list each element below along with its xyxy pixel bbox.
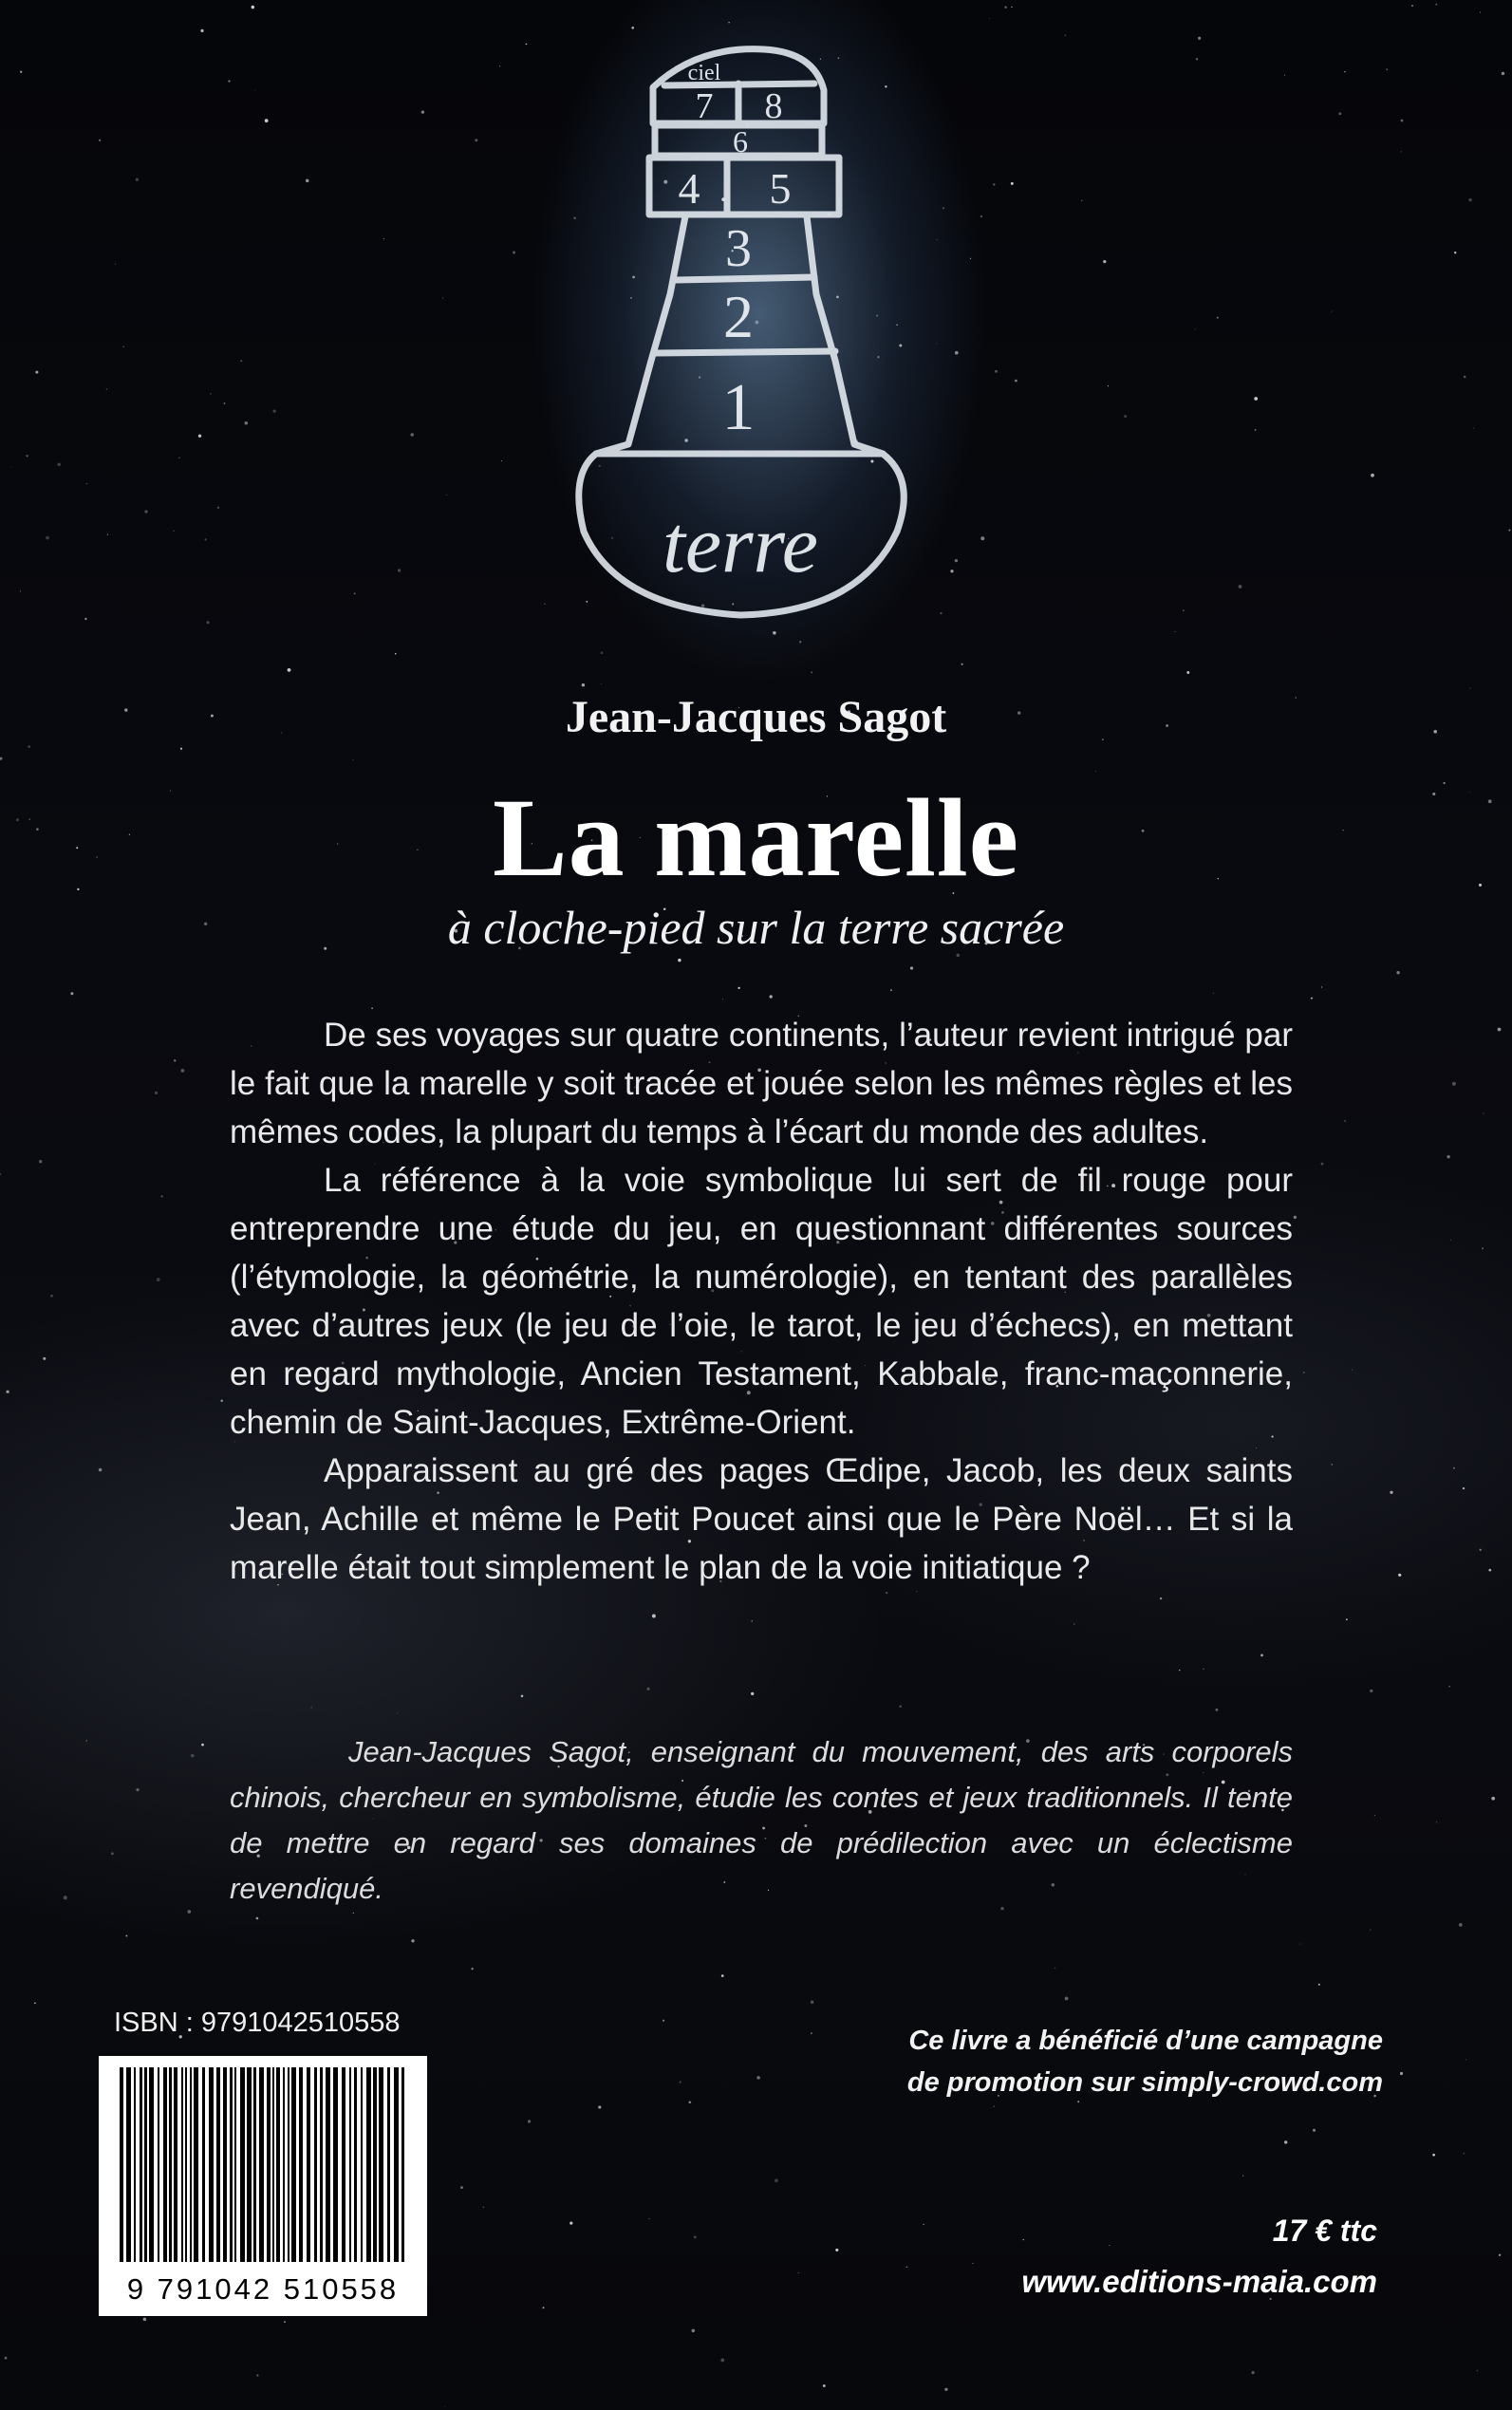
star — [1374, 1815, 1375, 1816]
star — [688, 2101, 691, 2103]
star — [70, 992, 73, 995]
star — [34, 2003, 36, 2005]
barcode-bar — [253, 2067, 256, 2262]
barcode-bar — [361, 2067, 363, 2262]
star — [1299, 1944, 1300, 1945]
star — [371, 1007, 373, 1009]
barcode-bar — [169, 2067, 172, 2262]
promo-note — [907, 2020, 1383, 2103]
star — [1370, 1690, 1372, 1692]
barcode-bar — [163, 2067, 167, 2262]
star — [125, 1935, 127, 1937]
barcode-bar — [291, 2067, 296, 2262]
barcode-bar — [230, 2067, 233, 2262]
star — [663, 2020, 664, 2022]
barcode-digits: 9 791042 510558 — [126, 2272, 400, 2306]
star — [155, 1092, 158, 1094]
star — [720, 2359, 724, 2363]
star — [569, 2221, 572, 2224]
star — [737, 987, 739, 989]
star — [1352, 1370, 1353, 1371]
star — [1215, 1709, 1218, 1711]
star — [1483, 1112, 1484, 1113]
barcode-bar — [342, 2067, 345, 2262]
star — [6, 1391, 9, 1393]
star — [1294, 1216, 1297, 1219]
star — [1318, 1984, 1320, 1986]
star — [543, 2307, 545, 2308]
barcode — [99, 2056, 427, 2316]
star — [972, 2263, 973, 2264]
hop-divider — [655, 351, 835, 353]
star — [445, 2406, 446, 2407]
barcode-bar — [194, 2067, 198, 2262]
star — [411, 1939, 414, 1942]
star — [1109, 2245, 1110, 2246]
star — [1463, 2153, 1465, 2155]
author-bio-text: Jean-Jacques Sagot, enseignant du mouvement, des arts corporels chinois, chercheur en symbolisme, étudie les contes et jeux traditionnels. Il tente de mettre en regard ses domaines de prédilection avec un éclectisme revendiqué. — [230, 1735, 1293, 1905]
barcode-bar — [326, 2067, 330, 2262]
star — [0, 1173, 1, 1175]
star — [161, 1195, 163, 1197]
star — [1344, 1120, 1346, 1122]
star — [721, 1974, 724, 1977]
description-paragraph: La référence à la voie symbolique lui sert de fil rouge pour entreprendre une étude du jeu, en questionnant différentes sources (l’étymologie, la géométrie, la numérologie), en tentant des parallèles avec d’autres jeux (le jeu de l’oie, le tarot, le jeu d’échecs), en mettant en regard mythologie, Ancien Testament, Kabbale, franc-maçonnerie, chemin de Saint-Jacques, Extrême-Orient. — [230, 1162, 1293, 1441]
barcode-bar — [185, 2067, 187, 2262]
barcode-bar — [333, 2067, 338, 2262]
star — [50, 1295, 53, 1298]
hop-label-ciel: ciel — [687, 61, 721, 85]
barcode-bar — [120, 2067, 123, 2262]
star — [890, 989, 892, 991]
star — [899, 1705, 902, 1708]
barcode-bar — [140, 2067, 142, 2262]
star — [1346, 1618, 1348, 1620]
star — [601, 683, 602, 684]
star — [691, 2329, 695, 2333]
star — [1450, 1240, 1451, 1241]
star — [1448, 1686, 1449, 1687]
star — [157, 1278, 160, 1281]
barcode-bar — [158, 2067, 159, 2262]
star — [678, 959, 681, 962]
star — [1332, 1464, 1333, 1465]
barcode-bar — [234, 2067, 236, 2262]
star — [1065, 1996, 1069, 2000]
star — [1488, 1569, 1491, 1572]
star — [5, 2357, 8, 2360]
barcode-bar — [190, 2067, 192, 2262]
star — [646, 1688, 649, 1691]
barcode-bar — [401, 2067, 404, 2262]
star — [910, 966, 913, 969]
star — [180, 1069, 184, 1073]
hop-label-4: 4 — [678, 164, 700, 213]
barcode-bar — [373, 2067, 377, 2262]
star — [174, 1059, 176, 1061]
star — [0, 757, 2, 760]
star — [1400, 2072, 1403, 2075]
star — [471, 1968, 473, 1970]
star — [136, 1788, 139, 1791]
star — [823, 2384, 826, 2387]
barcode-bar — [288, 2067, 289, 2262]
star — [1203, 1669, 1204, 1670]
star — [353, 1913, 354, 1914]
star — [180, 748, 182, 750]
star — [143, 2318, 147, 2322]
star — [1498, 1028, 1502, 1032]
star — [906, 2267, 907, 2268]
star — [886, 1592, 887, 1594]
star — [187, 1910, 191, 1914]
hop-label-terre: terre — [663, 498, 818, 589]
promo-line: de promotion sur simply-crowd.com — [906, 2067, 1383, 2098]
star — [598, 2105, 601, 2108]
star — [64, 1896, 67, 1899]
barcode-bar — [387, 2067, 390, 2262]
star — [811, 2000, 814, 2004]
star — [1499, 2254, 1501, 2256]
barcode-bar — [379, 2067, 383, 2262]
star — [923, 2224, 924, 2225]
star — [751, 1692, 754, 1695]
barcode-bar — [394, 2067, 399, 2262]
star — [1160, 1597, 1162, 1599]
description-paragraph: Apparaissent au gré des pages Œdipe, Jacob, les deux saints Jean, Achille et même le Petit Poucet ainsi que le Père Noël… Et si la marelle était tout simplement le plan de la voie initiatique ? — [230, 1452, 1293, 1586]
barcode-bar — [349, 2067, 351, 2262]
barcode-bar — [283, 2067, 285, 2262]
author-name: Jean-Jacques Sagot — [565, 692, 947, 742]
star — [1482, 1247, 1484, 1249]
price: 17 € ttc — [1272, 2214, 1377, 2248]
star — [1260, 1653, 1263, 1656]
star — [1321, 1163, 1324, 1166]
barcode-bar — [181, 2067, 183, 2262]
barcode-bar — [354, 2067, 357, 2262]
isbn-label: ISBN : 9791042510558 — [114, 2008, 401, 2038]
star — [1284, 2140, 1287, 2143]
star — [1447, 1155, 1449, 1158]
star — [1463, 1487, 1465, 1489]
star — [310, 1707, 311, 1708]
barcode-bar — [272, 2067, 274, 2262]
hop-label-7: 7 — [695, 86, 714, 126]
star — [397, 1712, 398, 1713]
star — [460, 2186, 463, 2189]
star — [811, 2032, 812, 2034]
star — [1480, 1549, 1482, 1551]
star — [770, 995, 773, 998]
star — [1452, 1082, 1456, 1086]
barcode-bar — [202, 2067, 205, 2262]
star — [43, 1357, 46, 1360]
star — [1469, 687, 1470, 688]
publisher-website: www.editions-maia.com — [1021, 2264, 1377, 2299]
star — [944, 2388, 947, 2391]
star — [1477, 2370, 1479, 2372]
barcode-bar — [126, 2067, 131, 2262]
star — [751, 1620, 753, 1622]
star — [1179, 1670, 1180, 1671]
barcode-bar — [216, 2067, 220, 2262]
book-subtitle: à cloche-pied sur la terre sacrée — [447, 901, 1065, 954]
barcode-bar — [223, 2067, 227, 2262]
description-paragraph: De ses voyages sur quatre continents, l’auteur revient intrigué par le fait que la marelle y soit tracée et jouée selon les mêmes règles et les mêmes codes, la plupart du temps à l’écart du monde des adultes. — [230, 1017, 1293, 1150]
star — [528, 2120, 531, 2122]
star — [1398, 1574, 1401, 1577]
star — [582, 683, 585, 686]
star — [1453, 1467, 1455, 1469]
star — [111, 1852, 114, 1855]
barcode-bar — [366, 2067, 371, 2262]
star — [652, 1615, 656, 1618]
star — [798, 2272, 799, 2273]
star — [220, 1400, 223, 1403]
star — [649, 2218, 650, 2219]
hop-label-5: 5 — [769, 164, 792, 213]
barcode-bar — [267, 2067, 271, 2262]
barcode-bar — [307, 2067, 310, 2262]
barcode-bar — [240, 2067, 245, 2262]
hop-label-3: 3 — [725, 219, 752, 278]
star — [1465, 2060, 1466, 2061]
barcode-bar — [174, 2067, 177, 2262]
star — [1095, 771, 1096, 772]
star — [994, 2105, 996, 2107]
star — [1023, 2239, 1024, 2240]
barcode-bar — [299, 2067, 303, 2262]
star — [1073, 1624, 1074, 1625]
star — [1311, 998, 1313, 999]
hop-label-2: 2 — [723, 283, 754, 350]
star — [483, 2207, 484, 2208]
description — [230, 1011, 1293, 1592]
star — [1396, 971, 1399, 974]
star — [99, 1468, 103, 1472]
book-title: La marelle — [492, 775, 1020, 900]
star — [1491, 1797, 1495, 1801]
hopscotch-chalk-illustration — [0, 0, 1512, 683]
star — [1432, 2154, 1435, 2157]
star — [1213, 993, 1214, 994]
star — [256, 2374, 258, 2376]
barcode-bar — [314, 2067, 317, 2262]
hop-label-1: 1 — [721, 371, 756, 444]
promo-line: Ce livre a bénéficié d’une campagne — [908, 2026, 1383, 2056]
star — [1313, 2129, 1316, 2132]
barcode-bar — [259, 2067, 264, 2262]
star — [756, 2076, 760, 2080]
star — [680, 2081, 681, 2083]
star — [191, 1754, 195, 1758]
barcode-bar — [320, 2067, 323, 2262]
barcode-bar — [209, 2067, 214, 2262]
star — [1459, 1923, 1463, 1927]
star — [1251, 2371, 1254, 2374]
barcode-bar — [134, 2067, 136, 2262]
author-bio — [230, 1729, 1293, 1912]
star — [201, 1744, 204, 1747]
star — [1321, 986, 1322, 987]
star — [28, 745, 30, 748]
star — [775, 2178, 778, 2182]
hop-label-8: 8 — [764, 86, 783, 126]
star — [1303, 1372, 1305, 1373]
barcode-bar — [149, 2067, 154, 2262]
star — [39, 1160, 42, 1163]
barcode-bar — [276, 2067, 280, 2262]
star — [694, 2235, 697, 2238]
barcode-bar — [247, 2067, 252, 2262]
star — [835, 2249, 838, 2251]
star — [1390, 1491, 1392, 1494]
barcode-bar — [144, 2067, 147, 2262]
star — [521, 1695, 524, 1698]
star — [86, 1740, 87, 1741]
star — [353, 759, 354, 760]
star — [1370, 1930, 1371, 1931]
star — [284, 2321, 286, 2323]
hop-label-6: 6 — [733, 124, 748, 159]
star — [256, 1917, 259, 1920]
